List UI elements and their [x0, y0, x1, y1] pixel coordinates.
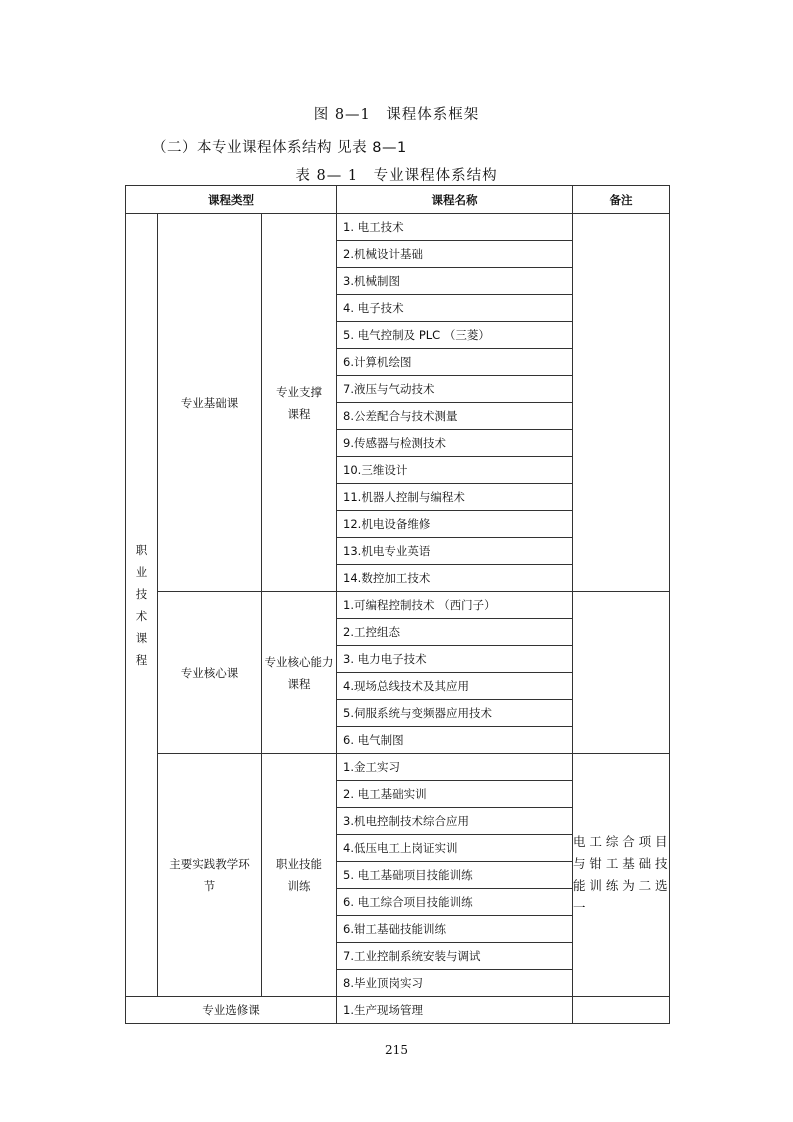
course-name: 9.传感器与检测技术	[337, 430, 573, 457]
page-number: 215	[385, 1043, 408, 1057]
group-label: 职业技术课程	[135, 543, 148, 667]
header-category: 课程类型	[126, 186, 337, 214]
course-name: 3.机械制图	[337, 268, 573, 295]
course-name: 1. 电工技术	[337, 214, 573, 241]
core-subcategory: 专业核心能力课程	[264, 654, 334, 691]
course-name: 2.工控组态	[337, 619, 573, 646]
table-row	[126, 754, 670, 781]
basic-category-cell	[158, 214, 262, 592]
course-name: 10.三维设计	[337, 457, 573, 484]
section-heading: （二）本专业课程体系结构 见表 8—1	[152, 140, 407, 156]
course-name: 6.计算机绘图	[337, 349, 573, 376]
practice-subcategory: 职业技能训练	[276, 857, 323, 893]
basic-subcategory: 专业支撑课程	[276, 384, 323, 421]
course-name: 6. 电气制图	[337, 727, 573, 754]
course-name: 4.现场总线技术及其应用	[337, 673, 573, 700]
course-name: 4.低压电工上岗证实训	[337, 835, 573, 862]
elective-category: 专业选修课	[126, 997, 337, 1024]
header-remark: 备注	[573, 186, 670, 214]
course-name: 6. 电工综合项目技能训练	[337, 889, 573, 916]
practice-category-cell	[158, 754, 262, 997]
course-name: 2. 电工基础实训	[337, 781, 573, 808]
core-subcategory-cell	[262, 592, 337, 754]
basic-category: 专业基础课	[180, 395, 239, 410]
course-name: 14.数控加工技术	[337, 565, 573, 592]
course-name: 1.可编程控制技术 （西门子）	[337, 592, 573, 619]
course-name: 1.生产现场管理	[337, 997, 573, 1024]
table-row	[126, 997, 670, 1024]
course-name: 3.机电控制技术综合应用	[337, 808, 573, 835]
course-name: 12.机电设备维修	[337, 511, 573, 538]
practice-category: 主要实践教学环节	[169, 857, 250, 893]
core-category: 专业核心课	[180, 665, 239, 680]
core-category-cell	[158, 592, 262, 754]
table-header-row	[126, 186, 670, 214]
course-name: 11.机器人控制与编程术	[337, 484, 573, 511]
figure-caption: 图 8—1 课程体系框架	[313, 107, 480, 123]
course-name: 5. 电气控制及 PLC （三菱）	[337, 322, 573, 349]
table-row	[126, 592, 670, 619]
table-row	[126, 214, 670, 241]
course-name: 3. 电力电子技术	[337, 646, 573, 673]
course-name: 1.金工实习	[337, 754, 573, 781]
course-name: 7.液压与气动技术	[337, 376, 573, 403]
course-name: 5. 电工基础项目技能训练	[337, 862, 573, 889]
curriculum-table	[125, 185, 670, 1024]
course-name: 7.工业控制系统安装与调试	[337, 943, 573, 970]
practice-subcategory-cell	[262, 754, 337, 997]
core-remark-cell	[573, 592, 670, 754]
group-label-cell	[126, 214, 158, 997]
table-caption: 表 8— 1 专业课程体系结构	[295, 168, 498, 184]
course-name: 13.机电专业英语	[337, 538, 573, 565]
basic-remark-cell	[573, 214, 670, 592]
course-name: 8.公差配合与技术测量	[337, 403, 573, 430]
course-name: 6.钳工基础技能训练	[337, 916, 573, 943]
course-name: 2.机械设计基础	[337, 241, 573, 268]
basic-subcategory-cell	[262, 214, 337, 592]
course-name: 4. 电子技术	[337, 295, 573, 322]
header-course: 课程名称	[337, 186, 573, 214]
course-name: 5.伺服系统与变频器应用技术	[337, 700, 573, 727]
course-name: 8.毕业顶岗实习	[337, 970, 573, 997]
practice-remark-cell	[573, 754, 670, 997]
elective-remark-cell	[573, 997, 670, 1024]
practice-remark: 电工综合项目与钳工基础技能训练为二选一	[573, 834, 670, 915]
